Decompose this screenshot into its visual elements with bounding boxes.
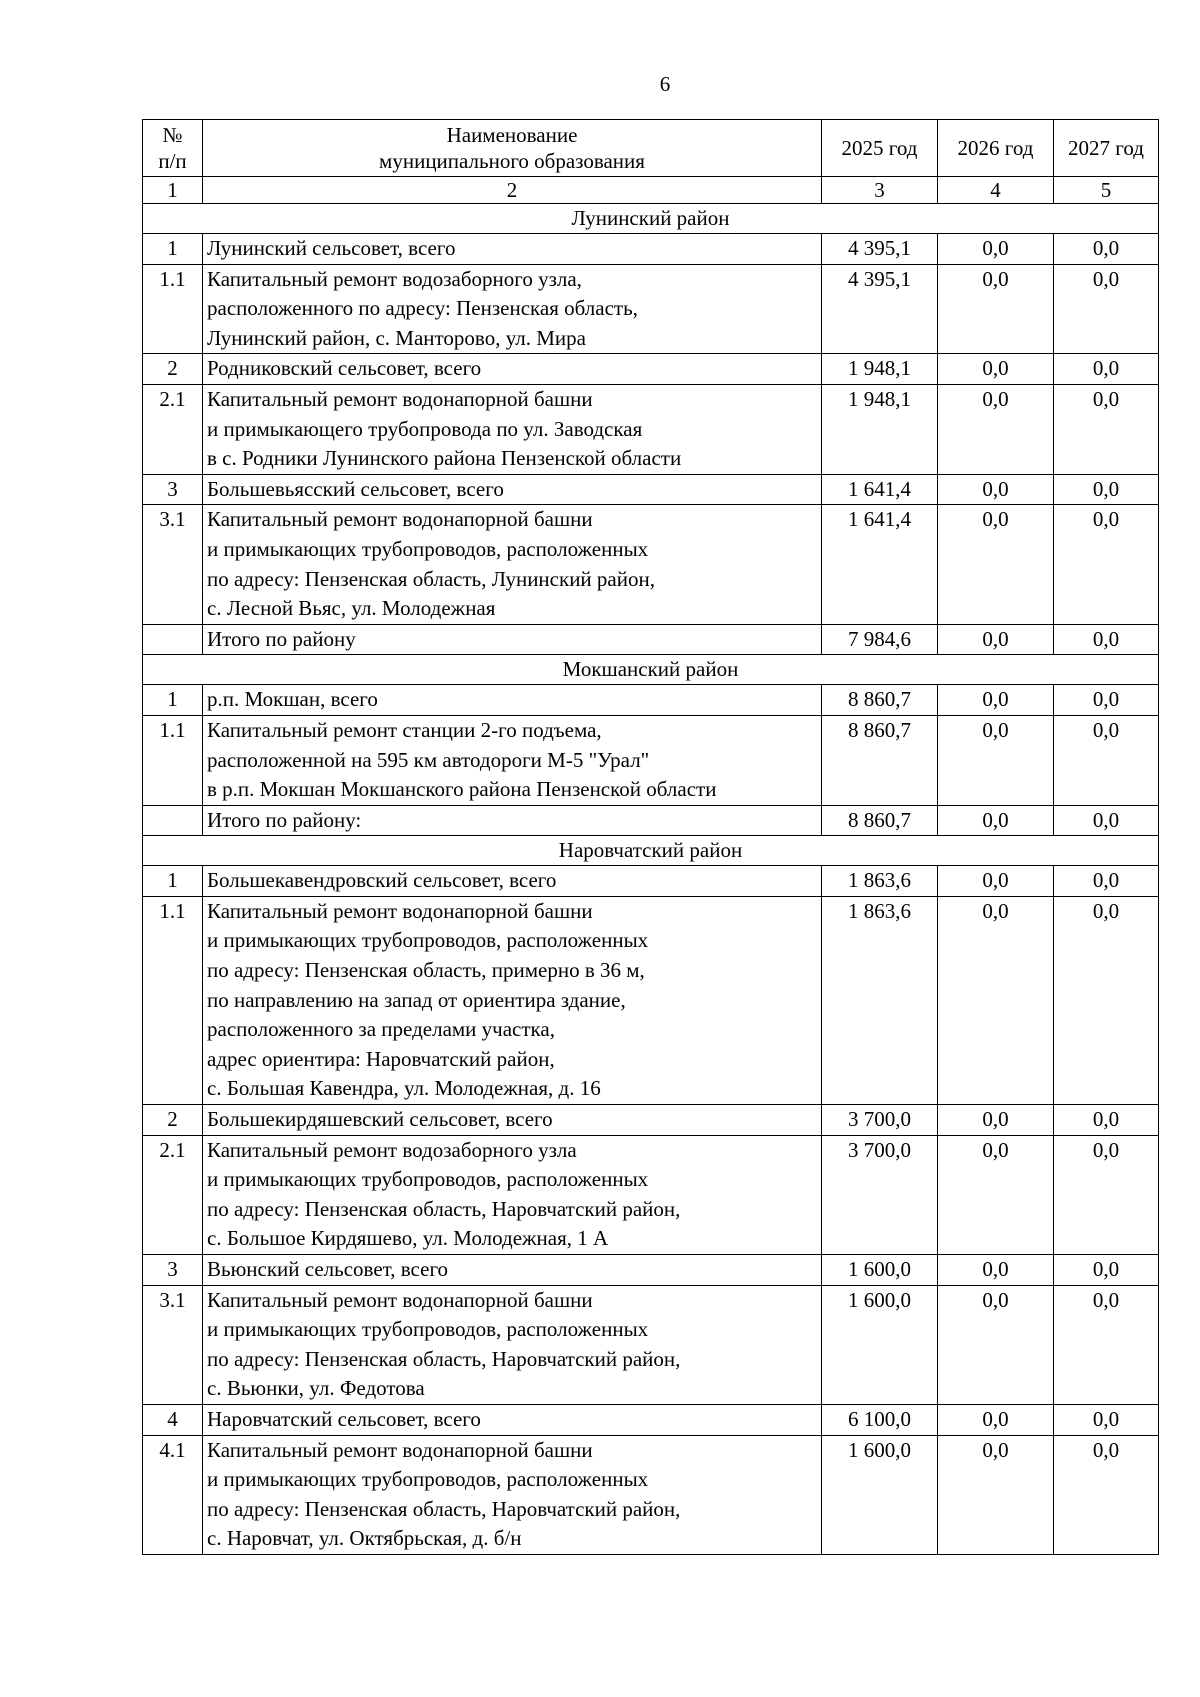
row-number: 2.1 <box>143 1135 203 1254</box>
district-title: Наровчатский район <box>143 836 1159 866</box>
value-2025: 4 395,1 <box>822 264 938 354</box>
row-name-line: Капитальный ремонт водонапорной башни <box>207 1437 593 1462</box>
value-2026: 0,0 <box>938 715 1054 805</box>
table-row <box>143 505 1159 624</box>
row-name-line: р.п. Мокшан, всего <box>207 687 378 712</box>
district-section-row <box>143 655 1159 685</box>
row-name <box>203 715 822 805</box>
value-2026: 0,0 <box>938 1285 1054 1404</box>
value-2026: 0,0 <box>938 1404 1054 1435</box>
value-2027: 0,0 <box>1054 715 1159 805</box>
column-number: 3 <box>822 177 938 204</box>
value-2027: 0,0 <box>1054 384 1159 474</box>
row-name <box>203 1404 822 1435</box>
row-name-line: в с. Родники Лунинского района Пензенской области <box>207 446 682 471</box>
row-name-line: по адресу: Пензенская область, Лунинский район, <box>207 566 655 591</box>
value-2026: 0,0 <box>938 1105 1054 1136</box>
table-row <box>143 1135 1159 1254</box>
header-name <box>203 120 822 177</box>
row-number: 2.1 <box>143 384 203 474</box>
header-name-line: Наименование <box>446 123 578 147</box>
district-title: Лунинский район <box>143 204 1159 234</box>
row-name-line: Капитальный ремонт водонапорной башни <box>207 1287 593 1312</box>
value-2027: 0,0 <box>1054 866 1159 897</box>
row-number: 3 <box>143 474 203 505</box>
row-name <box>203 685 822 716</box>
row-name-line: с. Вьюнки, ул. Федотова <box>207 1376 425 1401</box>
row-name-line: с. Большое Кирдяшево, ул. Молодежная, 1 А <box>207 1226 609 1251</box>
row-name-line: Лунинский сельсовет, всего <box>207 236 456 260</box>
row-name <box>203 264 822 354</box>
table-row <box>143 264 1159 354</box>
value-2027: 0,0 <box>1054 354 1159 385</box>
row-name-line: расположенной на 595 км автодороги М-5 "Урал" <box>207 747 650 772</box>
table-row <box>143 1285 1159 1404</box>
value-2027: 0,0 <box>1054 1105 1159 1136</box>
row-name-line: расположенного по адресу: Пензенская область, <box>207 296 638 321</box>
table-body <box>143 120 1159 1555</box>
value-2025: 3 700,0 <box>822 1135 938 1254</box>
row-name <box>203 896 822 1104</box>
value-2026: 0,0 <box>938 505 1054 624</box>
table-row <box>143 1255 1159 1286</box>
row-number: 1 <box>143 866 203 897</box>
value-2026: 0,0 <box>938 624 1054 655</box>
row-name <box>203 1105 822 1136</box>
row-number: 4.1 <box>143 1435 203 1554</box>
row-name-line: и примыкающих трубопроводов, расположенных <box>207 1467 649 1492</box>
header-2025: 2025 год <box>822 120 938 177</box>
value-2025: 1 600,0 <box>822 1255 938 1286</box>
row-name-line: Капитальный ремонт водонапорной башни <box>207 507 593 532</box>
column-number: 5 <box>1054 177 1159 204</box>
row-name <box>203 805 822 836</box>
value-2025: 3 700,0 <box>822 1105 938 1136</box>
value-2026: 0,0 <box>938 264 1054 354</box>
value-2026: 0,0 <box>938 384 1054 474</box>
row-name-line: и примыкающих трубопроводов, расположенных <box>207 928 649 953</box>
value-2025: 8 860,7 <box>822 805 938 836</box>
header-num-line: п/п <box>158 149 187 173</box>
row-name-line: Капитальный ремонт водозаборного узла, <box>207 266 582 291</box>
value-2026: 0,0 <box>938 1435 1054 1554</box>
value-2025: 1 641,4 <box>822 474 938 505</box>
row-name-line: по адресу: Пензенская область, Наровчатский район, <box>207 1346 681 1371</box>
row-name-line: с. Наровчат, ул. Октябрьская, д. б/н <box>207 1526 522 1551</box>
value-2027: 0,0 <box>1054 1285 1159 1404</box>
row-number: 1.1 <box>143 264 203 354</box>
row-number: 3.1 <box>143 1285 203 1404</box>
column-number: 2 <box>203 177 822 204</box>
value-2025: 8 860,7 <box>822 715 938 805</box>
value-2025: 1 863,6 <box>822 896 938 1104</box>
row-name-line: по адресу: Пензенская область, Наровчатский район, <box>207 1196 681 1221</box>
value-2027: 0,0 <box>1054 1255 1159 1286</box>
row-name-line: Лунинский район, с. Манторово, ул. Мира <box>207 325 586 350</box>
row-name-line: расположенного за пределами участка, <box>207 1017 555 1042</box>
value-2027: 0,0 <box>1054 1404 1159 1435</box>
value-2027: 0,0 <box>1054 474 1159 505</box>
value-2025: 6 100,0 <box>822 1404 938 1435</box>
value-2026: 0,0 <box>938 234 1054 265</box>
table-row <box>143 685 1159 716</box>
value-2025: 1 641,4 <box>822 505 938 624</box>
row-name <box>203 1135 822 1254</box>
row-number: 1 <box>143 234 203 265</box>
row-name <box>203 505 822 624</box>
value-2026: 0,0 <box>938 896 1054 1104</box>
value-2027: 0,0 <box>1054 805 1159 836</box>
value-2026: 0,0 <box>938 474 1054 505</box>
row-name-line: с. Лесной Вьяс, ул. Молодежная <box>207 596 496 621</box>
value-2025: 1 948,1 <box>822 354 938 385</box>
header-2026: 2026 год <box>938 120 1054 177</box>
row-name-line: Капитальный ремонт водонапорной башни <box>207 898 593 923</box>
row-number: 1.1 <box>143 715 203 805</box>
table-row <box>143 896 1159 1104</box>
value-2025: 1 600,0 <box>822 1435 938 1554</box>
row-name-line: и примыкающих трубопроводов, расположенных <box>207 1317 649 1342</box>
row-name-line: Вьюнский сельсовет, всего <box>207 1257 449 1281</box>
row-name-line: Большевьясский сельсовет, всего <box>207 476 504 501</box>
row-name-line: Наровчатский сельсовет, всего <box>207 1406 481 1431</box>
column-number: 4 <box>938 177 1054 204</box>
value-2025: 1 863,6 <box>822 866 938 897</box>
header-num-line: № <box>162 123 183 147</box>
value-2026: 0,0 <box>938 1255 1054 1286</box>
header-num <box>143 120 203 177</box>
row-name <box>203 1435 822 1554</box>
header-2027: 2027 год <box>1054 120 1159 177</box>
value-2025: 1 600,0 <box>822 1285 938 1404</box>
value-2027: 0,0 <box>1054 505 1159 624</box>
row-name <box>203 354 822 385</box>
row-name-line: Большекавендровский сельсовет, всего <box>207 868 557 893</box>
value-2025: 4 395,1 <box>822 234 938 265</box>
value-2027: 0,0 <box>1054 896 1159 1104</box>
row-number: 1 <box>143 685 203 716</box>
row-name-line: Капитальный ремонт водонапорной башни <box>207 386 593 411</box>
row-name-line: по адресу: Пензенская область, примерно в 36 м, <box>207 958 645 983</box>
value-2025: 1 948,1 <box>822 384 938 474</box>
row-number: 2 <box>143 354 203 385</box>
row-number <box>143 805 203 836</box>
table-row <box>143 1105 1159 1136</box>
table-row <box>143 1435 1159 1554</box>
row-name-line: Капитальный ремонт станции 2-го подъема, <box>207 717 602 742</box>
row-name-line: Капитальный ремонт водозаборного узла <box>207 1137 577 1162</box>
row-name <box>203 234 822 265</box>
row-name-line: и примыкающих трубопроводов, расположенных <box>207 1167 649 1192</box>
district-section-row <box>143 836 1159 866</box>
table-row <box>143 234 1159 265</box>
value-2027: 0,0 <box>1054 234 1159 265</box>
value-2025: 8 860,7 <box>822 685 938 716</box>
row-name <box>203 866 822 897</box>
page-number: 6 <box>659 72 671 96</box>
row-name-line: адрес ориентира: Наровчатский район, <box>207 1046 555 1071</box>
row-name-line: Большекирдяшевский сельсовет, всего <box>207 1107 553 1132</box>
value-2027: 0,0 <box>1054 685 1159 716</box>
value-2027: 0,0 <box>1054 1435 1159 1554</box>
row-name-line: и примыкающих трубопроводов, расположенных <box>207 536 649 561</box>
row-name-line: Итого по району <box>207 626 356 651</box>
row-name-line: с. Большая Кавендра, ул. Молодежная, д. 16 <box>207 1076 601 1101</box>
value-2026: 0,0 <box>938 805 1054 836</box>
value-2025: 7 984,6 <box>822 624 938 655</box>
row-number: 3.1 <box>143 505 203 624</box>
table-row <box>143 1404 1159 1435</box>
row-name-line: по направлению на запад от ориентира здание, <box>207 987 626 1012</box>
column-number: 1 <box>143 177 203 204</box>
row-number: 1.1 <box>143 896 203 1104</box>
row-name <box>203 474 822 505</box>
value-2026: 0,0 <box>938 685 1054 716</box>
value-2026: 0,0 <box>938 354 1054 385</box>
row-name-line: и примыкающего трубопровода по ул. Заводская <box>207 416 643 441</box>
row-number: 3 <box>143 1255 203 1286</box>
row-name <box>203 384 822 474</box>
row-name <box>203 1285 822 1404</box>
row-name <box>203 624 822 655</box>
row-number: 2 <box>143 1105 203 1136</box>
district-section-row <box>143 204 1159 234</box>
row-name <box>203 1255 822 1286</box>
value-2027: 0,0 <box>1054 1135 1159 1254</box>
row-name-line: в р.п. Мокшан Мокшанского района Пензенской области <box>207 777 717 802</box>
row-name-line: Итого по району: <box>207 807 362 832</box>
table-row <box>143 624 1159 655</box>
value-2026: 0,0 <box>938 1135 1054 1254</box>
value-2027: 0,0 <box>1054 264 1159 354</box>
district-title: Мокшанский район <box>143 655 1159 685</box>
row-number <box>143 624 203 655</box>
table-row <box>143 354 1159 385</box>
row-number: 4 <box>143 1404 203 1435</box>
table-row <box>143 866 1159 897</box>
row-name-line: Родниковский сельсовет, всего <box>207 356 482 381</box>
table-row <box>143 384 1159 474</box>
table-row <box>143 474 1159 505</box>
row-name-line: по адресу: Пензенская область, Наровчатский район, <box>207 1496 681 1521</box>
value-2026: 0,0 <box>938 866 1054 897</box>
header-row <box>143 120 1159 177</box>
table-row <box>143 715 1159 805</box>
column-numbers-row <box>143 177 1159 204</box>
value-2027: 0,0 <box>1054 624 1159 655</box>
table-row <box>143 805 1159 836</box>
funding-table <box>142 119 1159 1555</box>
header-name-line: муниципального образования <box>379 149 645 173</box>
